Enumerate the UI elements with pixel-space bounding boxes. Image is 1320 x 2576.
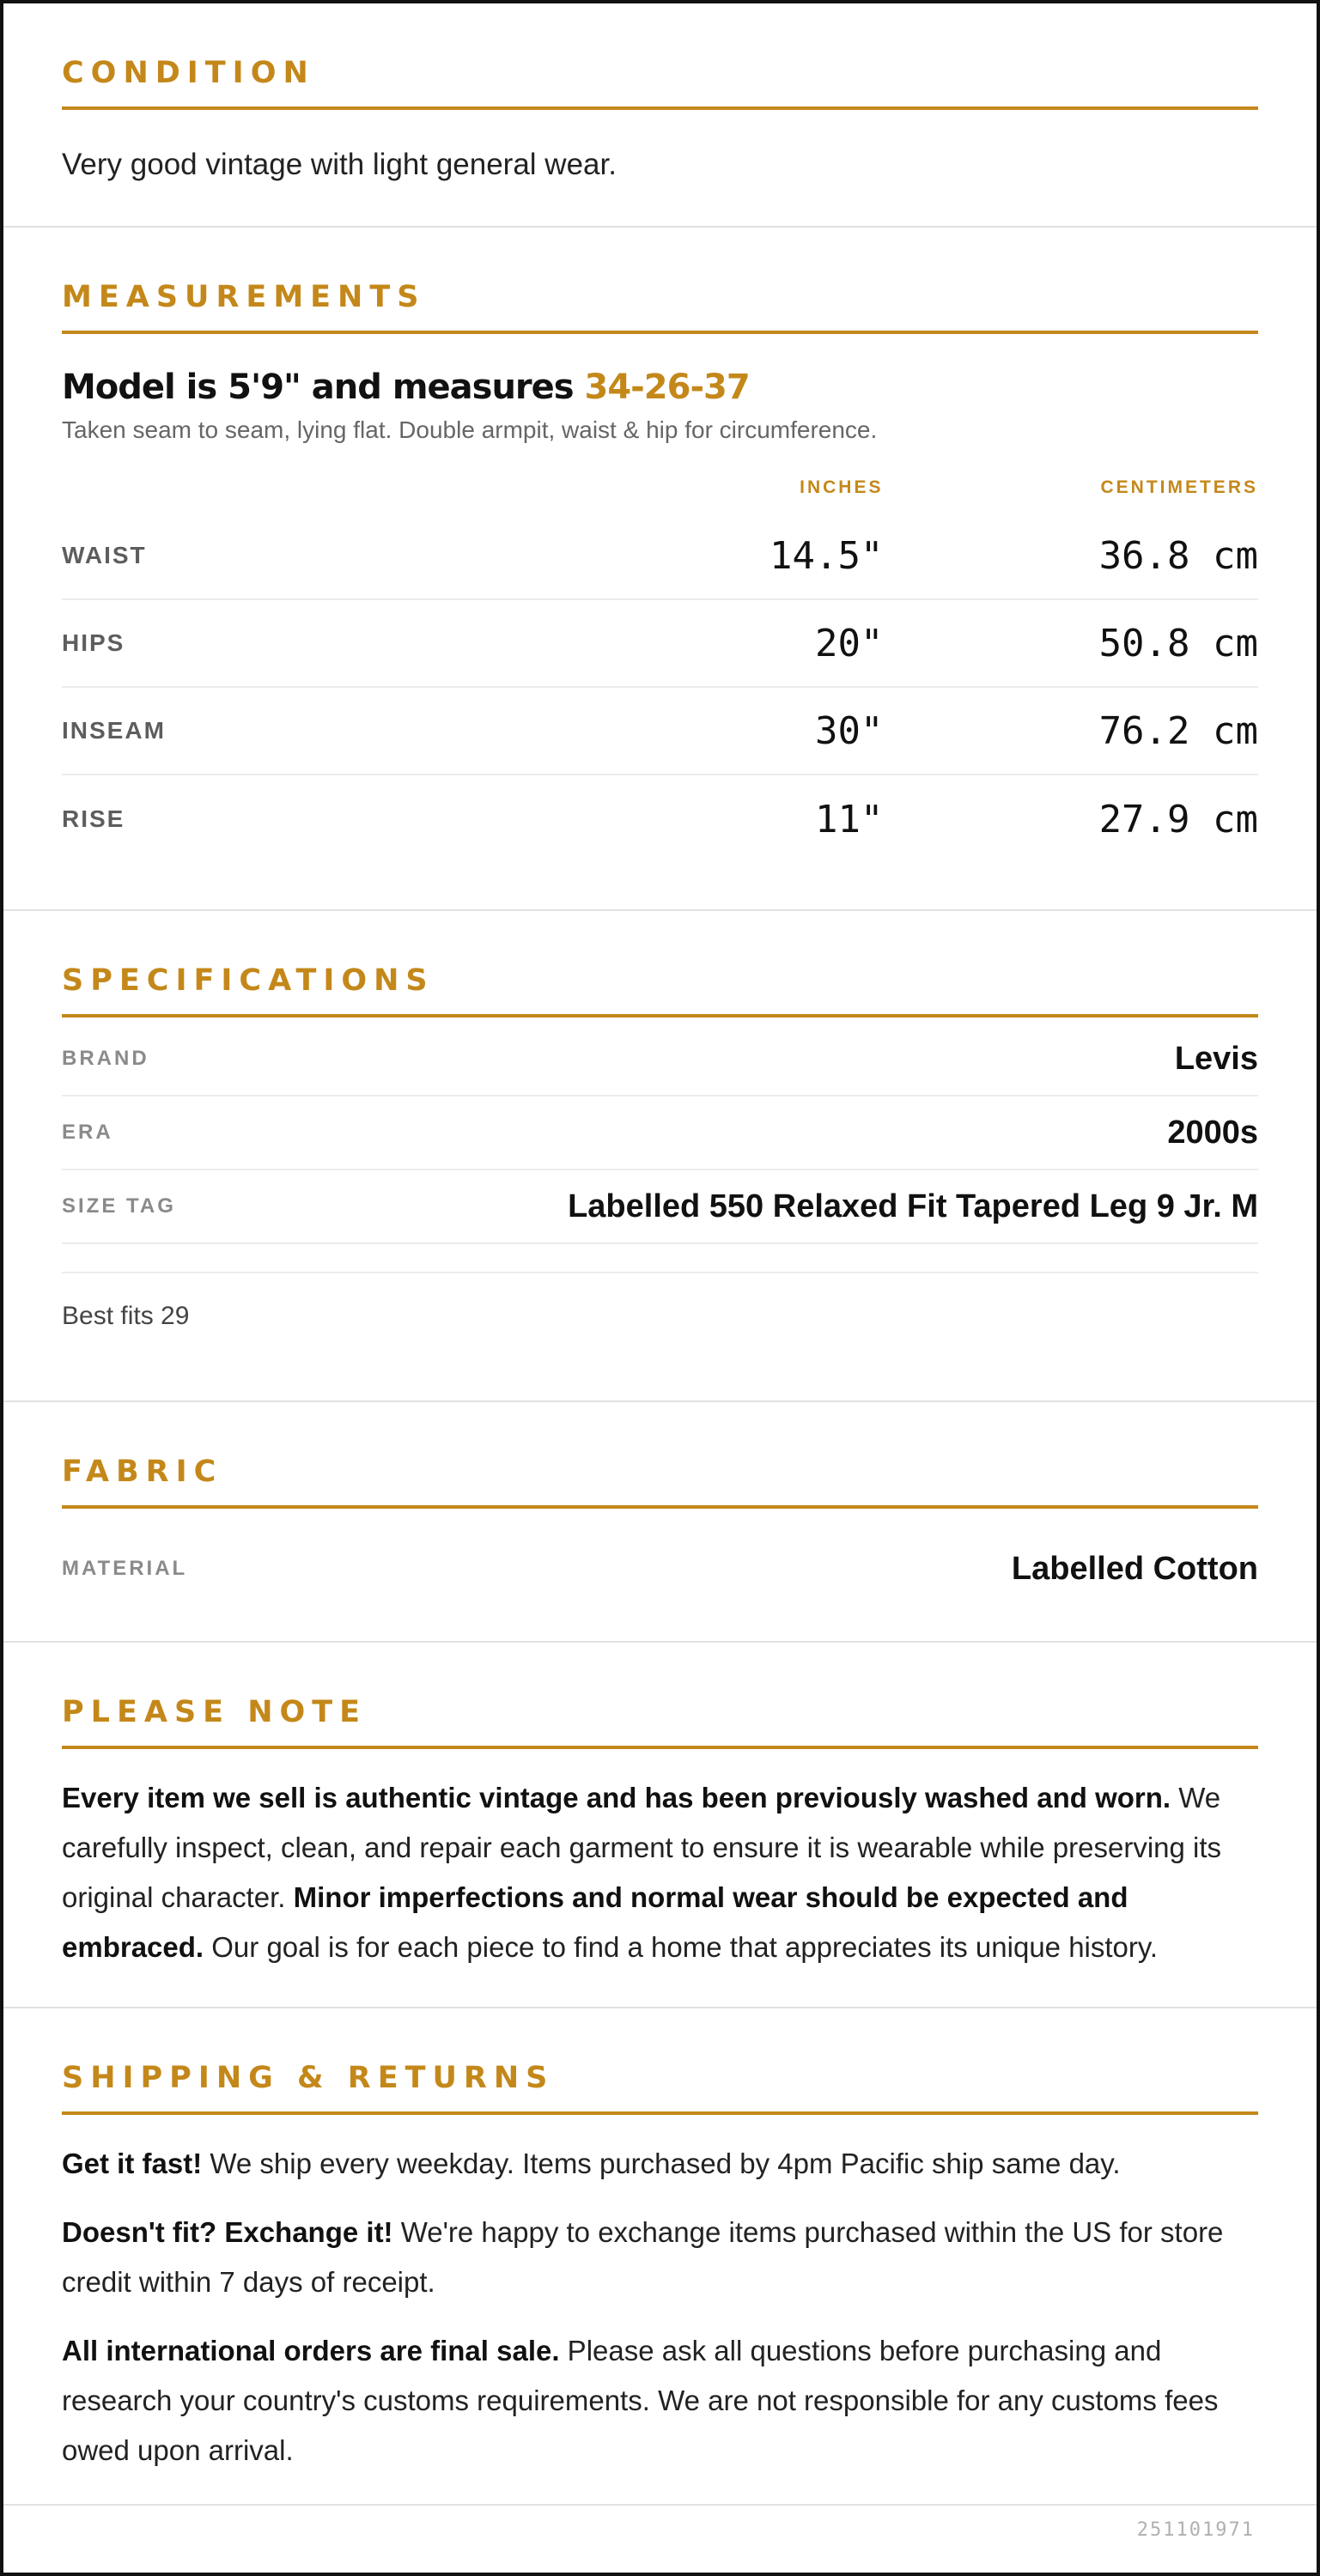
- spec-value: Labelled 550 Relaxed Fit Tapered Leg 9 Jr. M: [568, 1188, 1258, 1224]
- specifications-section: [3, 911, 1317, 1400]
- fabric-title-rule: [62, 1505, 1258, 1509]
- model-info-prefix: Model is 5'9" and measures: [62, 368, 585, 407]
- measurement-label: INSEAM: [62, 717, 166, 744]
- shipping-section: [3, 2008, 1317, 2504]
- measurement-row-hips: [62, 600, 1258, 688]
- measurement-cm: 76.2 cm: [1098, 708, 1258, 753]
- measurement-inches: 11": [815, 797, 884, 841]
- measurements-section: [3, 228, 1317, 909]
- note-bold-1: Every item we sell is authentic vintage and has been previously washed and worn.: [62, 1782, 1171, 1814]
- shipping-title-rule: [62, 2111, 1258, 2115]
- measurement-label: RISE: [62, 805, 125, 832]
- spec-value: 2000s: [1167, 1114, 1258, 1151]
- spec-value: Levis: [1174, 1040, 1258, 1077]
- note-text-1: We carefully inspect, clean, and repair each garment to ensure it is wearable while preserving its original character.: [62, 1782, 1222, 1913]
- measurement-inches: 14.5": [769, 533, 884, 578]
- condition-text: Very good vintage with light general wear.: [62, 148, 617, 181]
- please-note-section: [3, 1643, 1317, 2007]
- header-centimeters: CENTIMETERS: [1100, 477, 1258, 497]
- shipping-paragraph-exchange: [62, 2208, 1258, 2307]
- product-id: 251101971: [1136, 2519, 1255, 2541]
- measurements-title: MEASUREMENTS: [62, 280, 426, 314]
- condition-title: CONDITION: [62, 56, 315, 90]
- shipping-text: Please ask all questions before purchasing and research your country's customs requirements. We are not responsible for any customs fees owed upon arrival.: [62, 2335, 1219, 2466]
- note-text-2: Our goal is for each piece to find a home that appreciates its unique history.: [204, 1931, 1159, 1963]
- please-note-title-rule: [62, 1746, 1258, 1749]
- please-note-title: PLEASE NOTE: [62, 1695, 368, 1729]
- shipping-text: We ship every weekday. Items purchased by 4pm Pacific ship same day.: [202, 2148, 1121, 2179]
- measurement-row-inseam: [62, 688, 1258, 775]
- measurement-note: Taken seam to seam, lying flat. Double armpit, waist & hip for circumference.: [62, 416, 878, 443]
- measurement-table-header: [62, 475, 1258, 501]
- header-spacer: [62, 475, 508, 501]
- shipping-bold: Get it fast!: [62, 2148, 203, 2179]
- shipping-title: SHIPPING & RETURNS: [62, 2061, 555, 2095]
- measurement-cm: 36.8 cm: [1098, 533, 1258, 578]
- model-measurements: 34-26-37: [584, 368, 750, 407]
- measurement-inches: 30": [815, 708, 884, 753]
- best-fit-text: Best fits 29: [62, 1302, 190, 1330]
- measurement-row-waist: [62, 513, 1258, 600]
- specifications-title-rule: [62, 1014, 1258, 1018]
- spec-label: SIZE TAG: [62, 1194, 176, 1218]
- spec-row-era: [62, 1097, 1258, 1170]
- condition-section: [3, 3, 1317, 226]
- shipping-bold: Doesn't fit? Exchange it!: [62, 2216, 393, 2248]
- fabric-value: Labelled Cotton: [1011, 1550, 1258, 1587]
- measurements-title-rule: [62, 331, 1258, 334]
- note-bold-2: Minor imperfections and normal wear should be expected and embraced.: [62, 1881, 1128, 1963]
- header-inches: INCHES: [800, 477, 884, 497]
- shipping-paragraph-fast: [62, 2139, 1258, 2189]
- fabric-section: [3, 1402, 1317, 1641]
- spec-row-size-tag: [62, 1170, 1258, 1244]
- fabric-title: FABRIC: [62, 1455, 223, 1489]
- measurement-cm: 50.8 cm: [1098, 621, 1258, 665]
- model-info: [62, 367, 1258, 408]
- measurement-label: HIPS: [62, 629, 125, 656]
- shipping-paragraph-international: [62, 2326, 1258, 2476]
- spec-label: BRAND: [62, 1047, 149, 1070]
- spec-divider: [62, 1244, 1258, 1273]
- section-divider: [3, 2504, 1317, 2506]
- fabric-row-material: [62, 1534, 1258, 1603]
- measurement-label: WAIST: [62, 542, 147, 568]
- shipping-text: We're happy to exchange items purchased within the US for store credit within 7 days of receipt.: [62, 2216, 1224, 2298]
- please-note-text: [62, 1773, 1258, 1972]
- spec-label: ERA: [62, 1121, 113, 1144]
- specifications-title: SPECIFICATIONS: [62, 963, 435, 998]
- measurement-row-rise: [62, 775, 1258, 863]
- fabric-label: MATERIAL: [62, 1557, 188, 1580]
- spec-row-brand: [62, 1023, 1258, 1097]
- condition-title-rule: [62, 106, 1258, 110]
- shipping-bold: All international orders are final sale.: [62, 2335, 560, 2366]
- measurement-cm: 27.9 cm: [1098, 797, 1258, 841]
- measurement-inches: 20": [815, 621, 884, 665]
